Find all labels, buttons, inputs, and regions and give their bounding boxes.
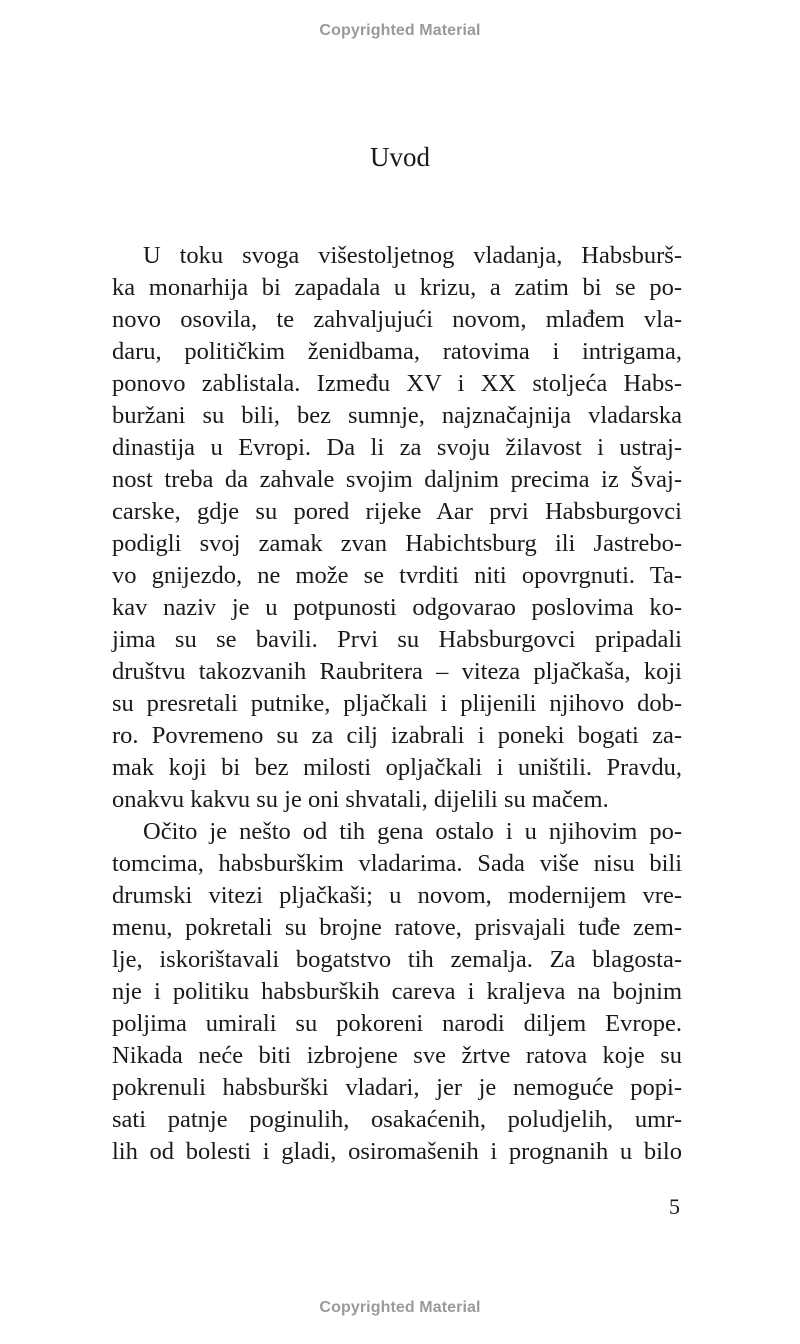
body-text [112,240,682,1168]
text-line: nje i politiku habsburških careva i kraljeva na bojnim [112,978,682,1005]
text-line: sati patnje poginulih, osakaćenih, poludjelih, umr- [112,1106,682,1133]
text-line: dinastija u Evropi. Da li za svoju žilavost i ustraj- [112,434,682,461]
text-line: pokrenuli habsburški vladari, jer je nemoguće popi- [112,1074,682,1101]
text-line: daru, političkim ženidbama, ratovima i intrigama, [112,338,682,365]
chapter-title: Uvod [370,142,430,172]
text-line: tomcima, habsburškim vladarima. Sada više nisu bili [112,850,682,877]
text-line: društvu takozvanih Raubritera – viteza pljačkaša, koji [112,658,682,685]
text-line: Očito je nešto od tih gena ostalo i u njihovim po- [143,818,682,845]
copyright-watermark-top: Copyrighted Material [319,22,481,39]
text-line: drumski vitezi pljačkaši; u novom, modernijem vre- [112,882,682,909]
text-line: onakvu kakvu su je oni shvatali, dijelili su mačem. [112,786,609,813]
text-line: su presretali putnike, pljačkali i plijenili njihovo dob- [112,690,682,717]
text-line: lih od bolesti i gladi, osiromašenih i prognanih u bilo [112,1138,682,1165]
text-line: buržani su bili, bez sumnje, najznačajnija vladarska [112,402,682,429]
text-line: ro. Povremeno su za cilj izabrali i poneki bogati za- [112,722,682,749]
text-line: podigli svoj zamak zvan Habichtsburg ili Jastrebo- [112,530,682,557]
text-line: poljima umirali su pokoreni narodi diljem Evrope. [112,1010,682,1037]
text-line: carske, gdje su pored rijeke Aar prvi Habsburgovci [112,498,682,525]
copyright-watermark-bottom: Copyrighted Material [319,1299,481,1316]
text-line: kav naziv je u potpunosti odgovarao poslovima ko- [112,594,682,621]
text-line: Nikada neće biti izbrojene sve žrtve ratova koje su [112,1042,682,1069]
text-line: lje, iskorištavali bogatstvo tih zemalja. Za blagosta- [112,946,682,973]
text-line: U toku svoga višestoljetnog vladanja, Habsburš- [143,242,682,269]
text-line: ponovo zablistala. Između XV i XX stoljeća Habs- [112,370,682,397]
text-line: nost treba da zahvale svojim daljnim precima iz Švaj- [112,466,682,493]
text-line: mak koji bi bez milosti opljačkali i uništili. Pravdu, [112,754,682,781]
text-line: jima su se bavili. Prvi su Habsburgovci pripadali [112,626,682,653]
text-line: vo gnijezdo, ne može se tvrditi niti opovrgnuti. Ta- [112,562,682,589]
text-line: ka monarhija bi zapadala u krizu, a zatim bi se po- [112,274,682,301]
paragraph [112,816,682,1168]
page-number: 5 [669,1194,680,1219]
text-line: menu, pokretali su brojne ratove, prisvajali tuđe zem- [112,914,682,941]
paragraph [112,240,682,816]
text-line: novo osovila, te zahvaljujući novom, mlađem vla- [112,306,682,333]
